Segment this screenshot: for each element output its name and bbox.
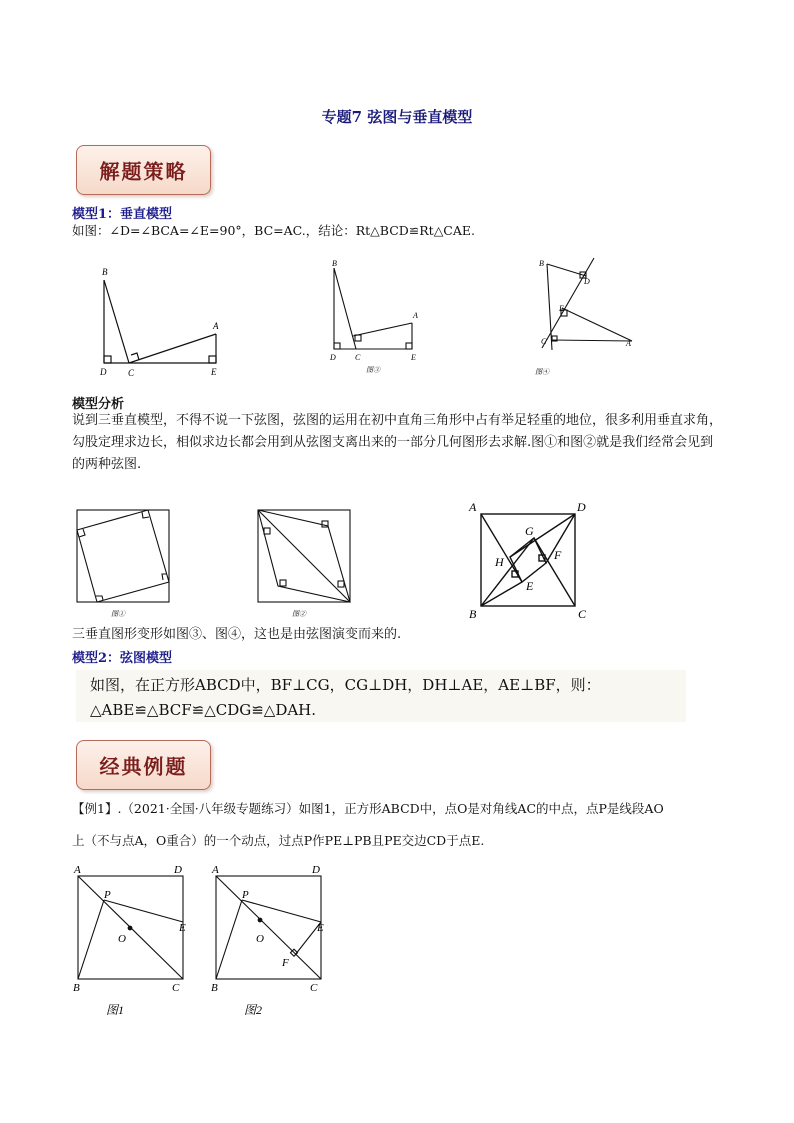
- point-O: [258, 918, 263, 923]
- caption-fig2: 图②: [292, 610, 306, 618]
- caption-example-2: 图2: [244, 1003, 263, 1017]
- label-A: A: [469, 500, 477, 514]
- label-C: C: [128, 368, 135, 378]
- example-line1: 【例1】.（2021·全国·八年级专题练习）如图1，正方形ABCD中，点O是对角线AC的中点，点P是线段AO: [72, 801, 664, 816]
- figure-string-diagram-2: [256, 508, 352, 620]
- analysis-text: 说到三垂直模型，不得不说一下弦图，弦图的运用在初中直角三角形中占有举足轻重的地位，很多利用垂直求角，勾股定理求边长，相似求边长都会用到从弦图支离出来的一部分几何图形去求解.图①和图②就是我们经常会见到的两种弦图.: [72, 413, 723, 472]
- example-line2: 上（不与点A，O重合）的一个动点，过点P作PE⊥PB且PE交边CD于点E.: [72, 833, 485, 848]
- label-B: B: [102, 267, 108, 277]
- label-D: D: [312, 864, 320, 876]
- point-O: [128, 926, 133, 931]
- label-A: A: [626, 339, 631, 348]
- label-D: D: [577, 500, 586, 514]
- model2-line1: 如图，在正方形ABCD中，BF⊥CG，CG⊥DH，DH⊥AE，AE⊥BF，则：: [90, 676, 601, 694]
- label-D: D: [330, 353, 336, 362]
- examples-banner: [76, 740, 211, 790]
- label-B: B: [73, 982, 80, 994]
- label-B: B: [332, 259, 337, 268]
- label-E: E: [526, 579, 534, 593]
- model2-line2: △ABE≌△BCF≌△CDG≌△DAH.: [90, 701, 317, 719]
- label-A: A: [413, 311, 418, 320]
- label-D: D: [584, 277, 590, 286]
- label-B: B: [539, 259, 544, 268]
- figure-vertical-model-1: [92, 262, 232, 378]
- label-C: C: [172, 982, 180, 994]
- caption-fig4: 图④: [535, 368, 549, 376]
- label-D: D: [100, 367, 107, 377]
- label-E: E: [211, 367, 217, 377]
- label-E: E: [411, 353, 416, 362]
- label-H: H: [495, 555, 504, 569]
- strategy-banner-label: 解题策略: [99, 159, 188, 184]
- label-A: A: [213, 321, 219, 331]
- analysis-heading: 模型分析: [72, 397, 125, 412]
- label-E: E: [317, 922, 324, 934]
- figure-vertical-model-3: [326, 256, 426, 378]
- label-C: C: [578, 607, 587, 621]
- label-A: A: [74, 864, 81, 876]
- label-E: E: [559, 304, 564, 313]
- figure-vertical-model-4: [532, 256, 642, 378]
- label-F: F: [554, 548, 562, 562]
- caption-example-1: 图1: [106, 1003, 125, 1017]
- label-E: E: [179, 922, 186, 934]
- label-D: D: [174, 864, 182, 876]
- model2-box: [76, 670, 686, 722]
- label-F: F: [282, 957, 289, 969]
- label-B: B: [469, 607, 477, 621]
- example-figure-1: [66, 860, 202, 1020]
- label-O: O: [118, 933, 126, 945]
- examples-banner-label: 经典例题: [99, 754, 188, 779]
- page-title: 专题7 弦图与垂直模型: [321, 108, 473, 126]
- model1-text: 如图：∠D=∠BCA=∠E=90°，BC=AC.，结论：Rt△BCD≌Rt△CAE.: [72, 223, 475, 238]
- model2-heading: 模型2：弦图模型: [72, 651, 173, 666]
- figure-string-diagram-1: [75, 508, 171, 620]
- label-A: A: [212, 864, 219, 876]
- label-C: C: [541, 337, 547, 346]
- strategy-banner: [76, 145, 211, 195]
- label-O: O: [256, 933, 264, 945]
- transform-text: 三垂直图形变形如图③、图④，这也是由弦图演变而来的.: [72, 627, 402, 642]
- label-G: G: [525, 524, 534, 538]
- figure-string-model-square: [464, 498, 594, 624]
- label-P: P: [242, 889, 249, 901]
- caption-fig1: 图①: [111, 610, 125, 618]
- label-P: P: [104, 889, 111, 901]
- label-C: C: [355, 353, 361, 362]
- label-B: B: [211, 982, 218, 994]
- example-figure-2: [204, 860, 340, 1020]
- caption-fig3: 图③: [366, 366, 380, 374]
- model1-heading: 模型1：垂直模型: [72, 207, 173, 222]
- label-C: C: [310, 982, 318, 994]
